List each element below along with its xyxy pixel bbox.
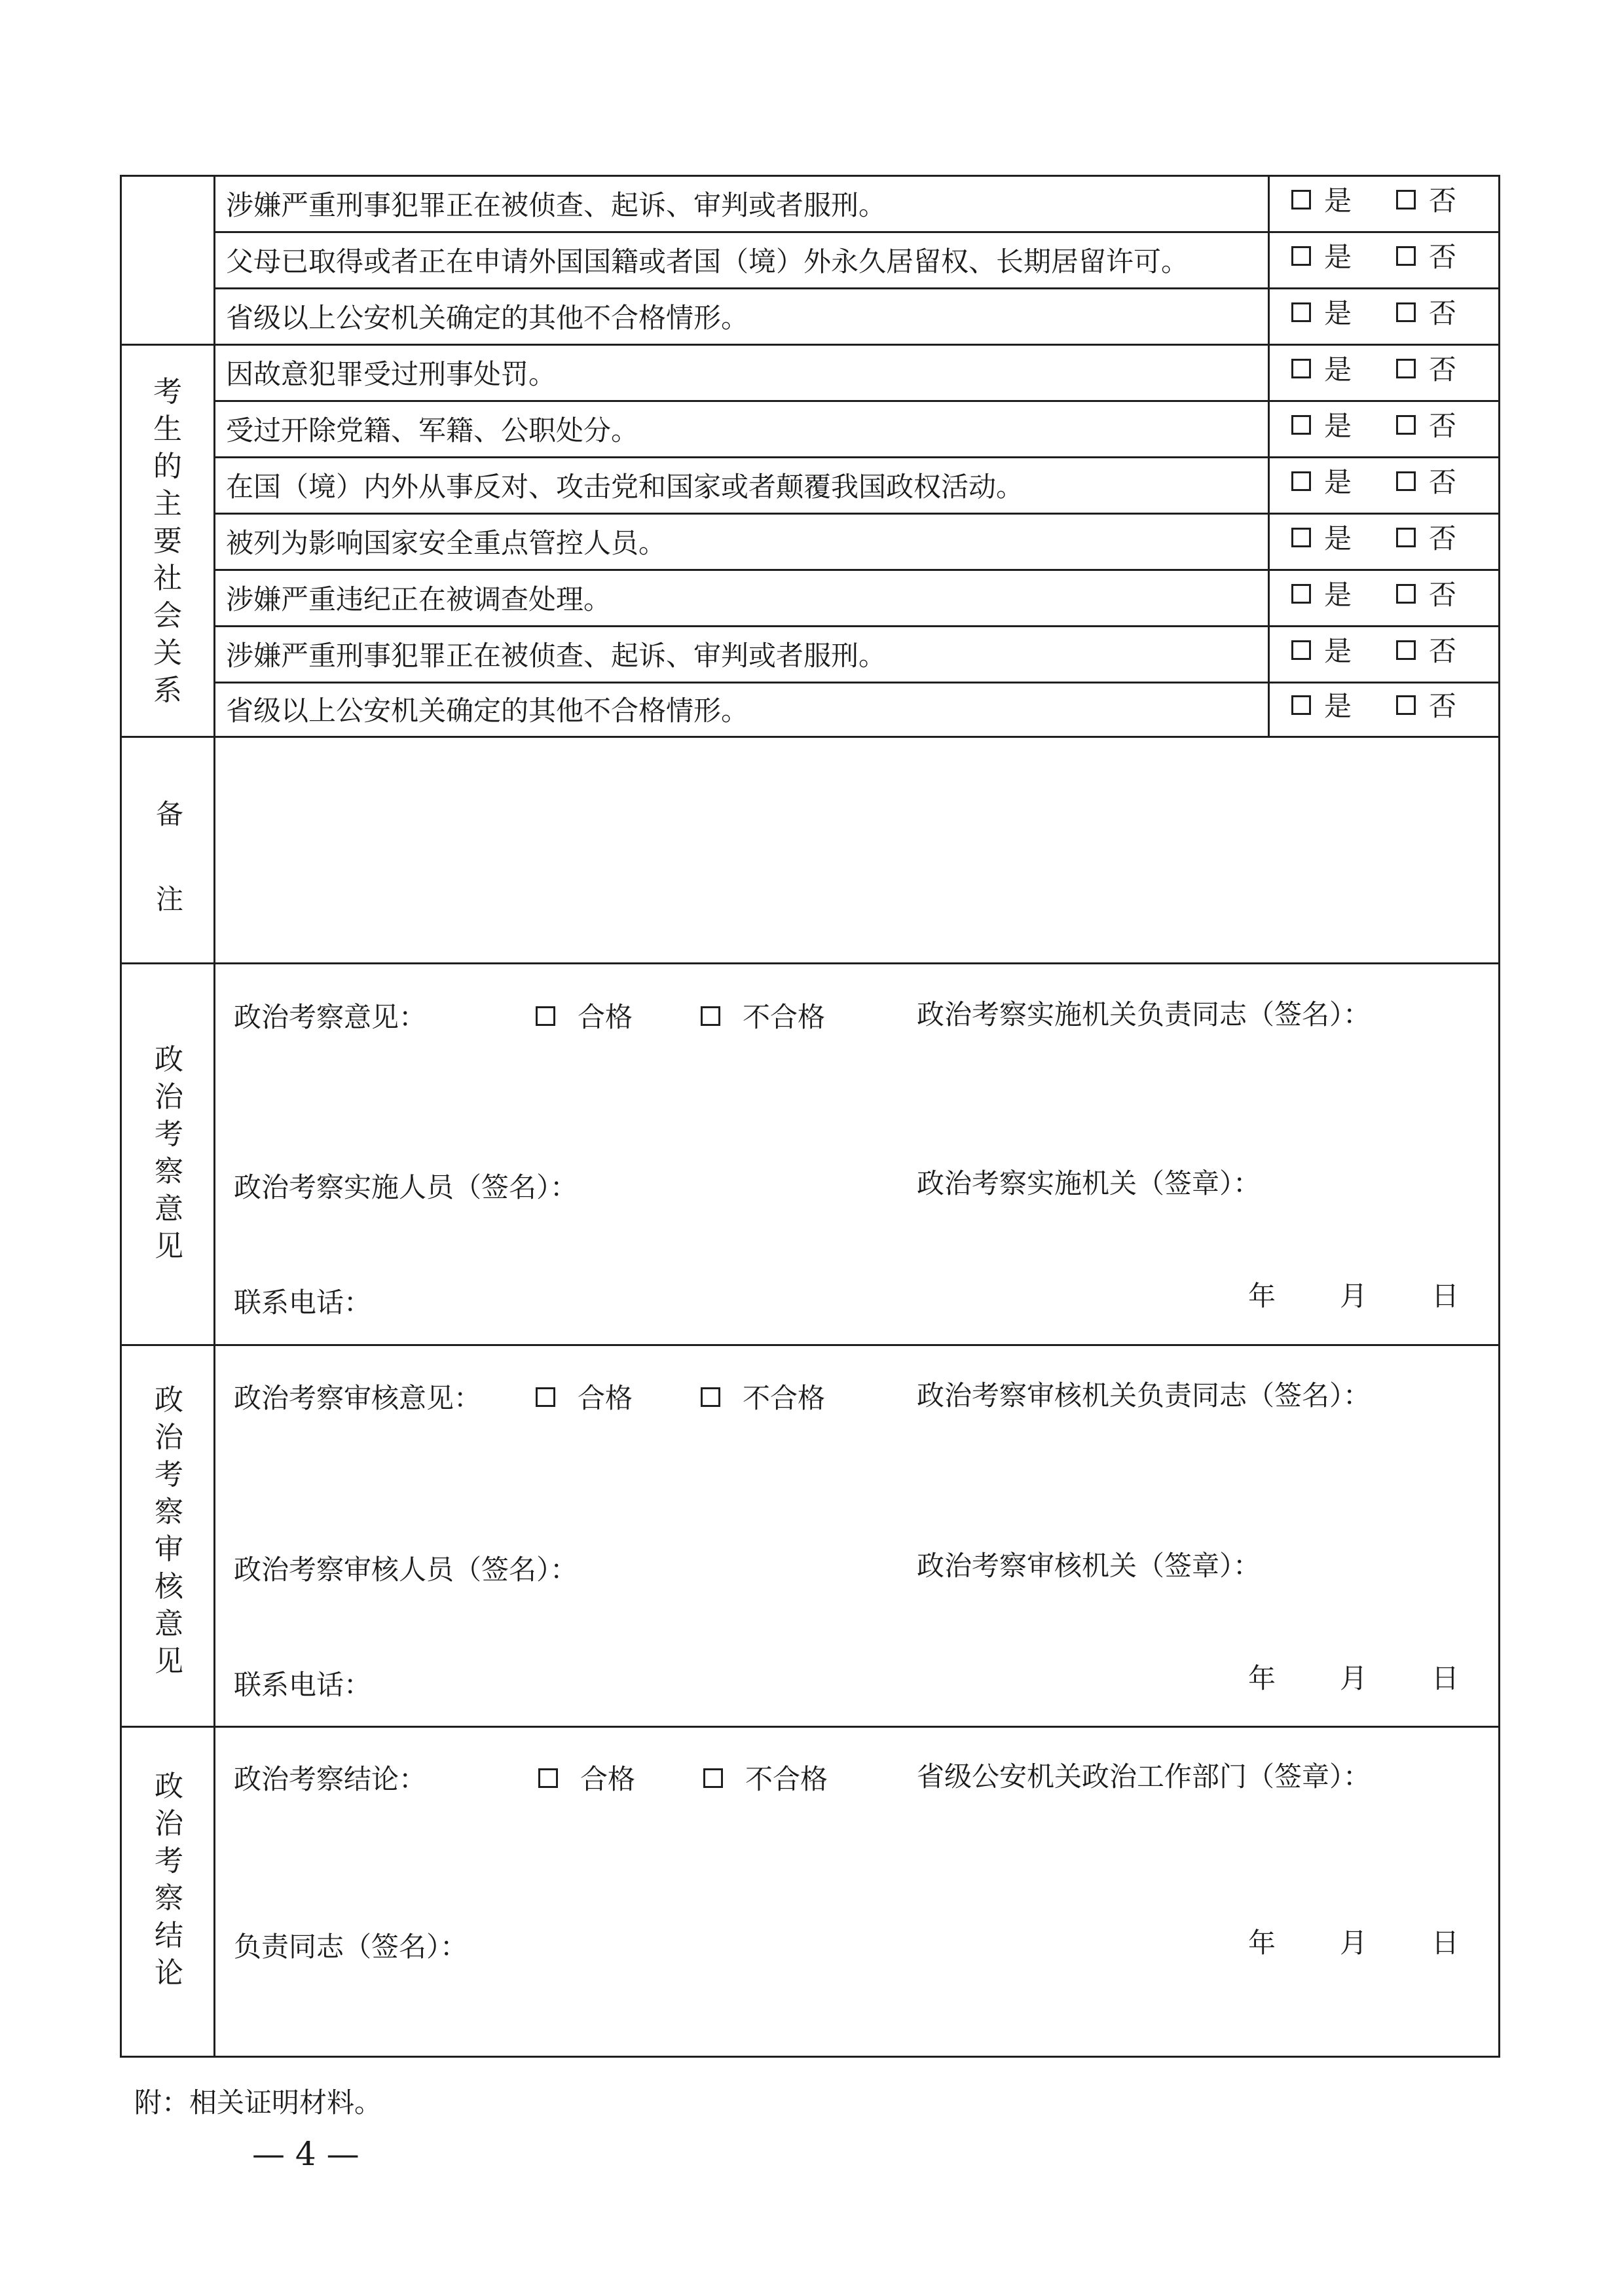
row-divider [213,231,1500,233]
no-label: 否 [1429,635,1457,667]
no-label: 否 [1429,297,1457,329]
yes-checkbox[interactable] [1291,359,1311,378]
unqualified-checkbox[interactable] [703,1768,723,1788]
leader-signature-label: 政治考察审核机关负责同志（签名）： [917,1379,1371,1412]
item-text: 省级以上公安机关确定的其他不合格情形。 [226,302,749,334]
qualified-label: 合格 [580,1763,636,1795]
unqualified-label: 不合格 [743,1001,826,1033]
date-day: 日 [1431,1927,1460,1959]
section-divider [120,962,1500,964]
date-month: 月 [1340,1927,1368,1959]
qualified-checkbox[interactable] [538,1768,558,1788]
checkbox-column-divider [1268,175,1270,736]
no-label: 否 [1429,241,1457,273]
item-text: 涉嫌严重违纪正在被调查处理。 [226,583,612,615]
yes-checkbox[interactable] [1291,695,1311,715]
yes-label: 是 [1324,522,1352,555]
date-day: 日 [1431,1662,1460,1694]
row-divider [213,400,1500,402]
item-text: 受过开除党籍、军籍、公职处分。 [226,414,639,446]
phone-label: 联系电话： [234,1286,372,1319]
attachment-note: 附：相关证明材料。 [134,2086,382,2119]
row-divider [213,513,1500,515]
date-day: 日 [1431,1280,1460,1312]
remarks-label-char: 注 [156,883,184,915]
section-divider [120,1726,1500,1728]
no-label: 否 [1429,354,1457,386]
yes-checkbox[interactable] [1291,302,1311,322]
qualified-label: 合格 [578,1382,633,1414]
row-divider [213,456,1500,458]
no-label: 否 [1429,522,1457,555]
row-divider [213,287,1500,289]
org-seal-label: 政治考察实施机关（签章）： [917,1167,1261,1199]
date-month: 月 [1340,1280,1368,1312]
yes-label: 是 [1324,690,1352,722]
review-section-label: 政治考察审核意见 [155,1383,183,1678]
yes-label: 是 [1324,185,1352,217]
yes-checkbox[interactable] [1291,415,1311,435]
qualified-checkbox[interactable] [536,1387,555,1407]
date-year: 年 [1248,1927,1276,1959]
unqualified-label: 不合格 [745,1763,828,1795]
section-divider [120,1344,1500,1346]
unqualified-checkbox[interactable] [701,1387,720,1407]
no-checkbox[interactable] [1396,302,1416,322]
yes-label: 是 [1324,635,1352,667]
leader-signature-label: 负责同志（签名）： [234,1931,468,1963]
yes-checkbox[interactable] [1291,640,1311,660]
unqualified-label: 不合格 [743,1382,826,1414]
item-text: 涉嫌严重刑事犯罪正在被侦查、起诉、审判或者服刑。 [226,189,887,221]
item-text: 省级以上公安机关确定的其他不合格情形。 [226,695,749,727]
yes-label: 是 [1324,410,1352,442]
yes-checkbox[interactable] [1291,190,1311,210]
row-divider [213,625,1500,627]
section-divider [120,736,1500,738]
no-checkbox[interactable] [1396,584,1416,604]
section-divider [120,344,1500,346]
remarks-label-char: 备 [156,798,184,830]
date-year: 年 [1248,1662,1276,1694]
no-checkbox[interactable] [1396,471,1416,491]
opinion-title: 政治考察意见： [234,1001,427,1033]
social-relations-label: 考生的主要社会关系 [153,375,182,707]
yes-checkbox[interactable] [1291,246,1311,266]
no-checkbox[interactable] [1396,695,1416,715]
unqualified-checkbox[interactable] [701,1006,720,1026]
yes-checkbox[interactable] [1291,471,1311,491]
date-year: 年 [1248,1280,1276,1312]
no-checkbox[interactable] [1396,359,1416,378]
yes-label: 是 [1324,241,1352,273]
qualified-checkbox[interactable] [536,1006,555,1026]
date-month: 月 [1340,1662,1368,1694]
remarks-field[interactable] [216,738,1498,961]
no-checkbox[interactable] [1396,415,1416,435]
yes-label: 是 [1324,354,1352,386]
row-divider [213,569,1500,571]
yes-checkbox[interactable] [1291,584,1311,604]
item-text: 被列为影响国家安全重点管控人员。 [226,527,667,559]
org-seal-label: 政治考察审核机关（签章）： [917,1550,1261,1582]
yes-label: 是 [1324,297,1352,329]
item-text: 父母已取得或者正在申请外国国籍或者国（境）外永久居留权、长期居留许可。 [226,246,1189,278]
item-text: 涉嫌严重刑事犯罪正在被侦查、起诉、审判或者服刑。 [226,640,887,672]
yes-label: 是 [1324,579,1352,611]
qualified-label: 合格 [578,1001,633,1033]
no-checkbox[interactable] [1396,528,1416,547]
no-checkbox[interactable] [1396,640,1416,660]
phone-label: 联系电话： [234,1669,372,1701]
no-checkbox[interactable] [1396,190,1416,210]
yes-checkbox[interactable] [1291,528,1311,547]
conclusion-title: 政治考察结论： [234,1763,427,1795]
no-label: 否 [1429,579,1457,611]
item-text: 在国（境）内外从事反对、攻击党和国家或者颠覆我国政权活动。 [226,471,1024,503]
opinion-section-label: 政治考察意见 [155,1043,183,1263]
conclusion-section-label: 政治考察结论 [155,1770,183,1990]
no-label: 否 [1429,185,1457,217]
dept-seal-label: 省级公安机关政治工作部门（签章）： [917,1760,1371,1793]
leader-signature-label: 政治考察实施机关负责同志（签名）： [917,998,1371,1030]
page-number: — 4 — [252,2135,360,2173]
row-divider [213,682,1500,683]
no-label: 否 [1429,410,1457,442]
staff-signature-label: 政治考察审核人员（签名）： [234,1554,578,1586]
staff-signature-label: 政治考察实施人员（签名）： [234,1171,578,1203]
no-label: 否 [1429,690,1457,722]
review-title: 政治考察审核意见： [234,1382,482,1414]
yes-label: 是 [1324,466,1352,498]
no-label: 否 [1429,466,1457,498]
no-checkbox[interactable] [1396,246,1416,266]
item-text: 因故意犯罪受过刑事处罚。 [226,358,557,390]
